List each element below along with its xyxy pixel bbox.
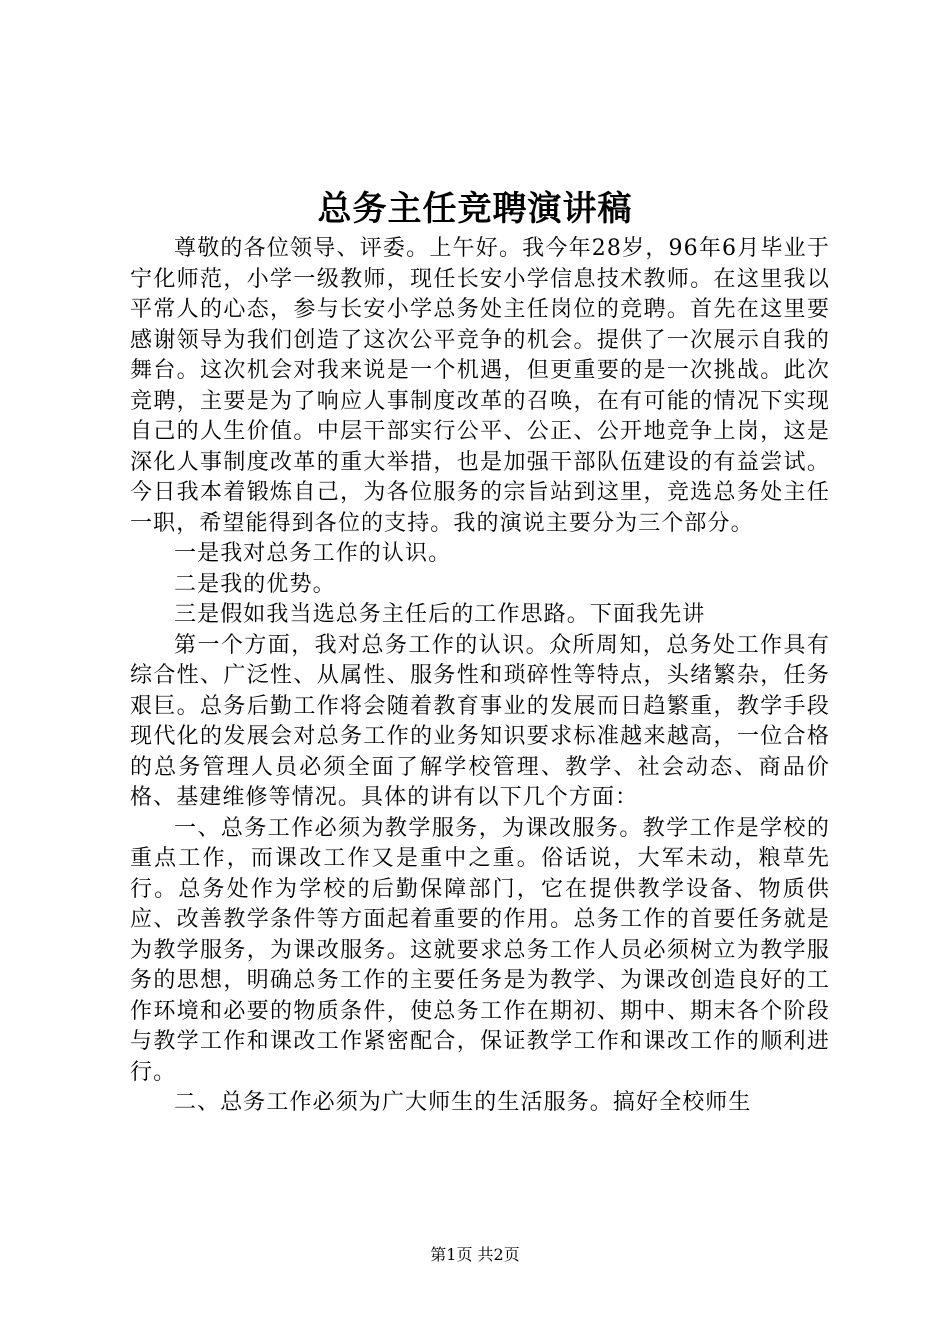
paragraph-point-three: 三是假如我当选总务主任后的工作思路。下面我先讲 xyxy=(174,602,706,627)
paragraph-point-one: 一是我对总务工作的认识。 xyxy=(174,541,452,566)
paragraph-point-two: 二是我的优势。 xyxy=(174,571,336,597)
document-body xyxy=(130,234,830,1119)
paragraph-intro: 尊敬的各位领导、评委。上午好。我今年28岁，96年6月毕业于宁化师范，小学一级教师，现任长安小学信息技术教师。在这里我以平常人的心态，参与长安小学总务处主任岗位的竞聘。首先在这里要感谢领导为我们创造了这次公平竞争的机会。提供了一次展示自我的舞台。这次机会对我来说是一个机遇，但更重要的是一次挑战。此次竞聘，主要是为了响应人事制度改革的召唤，在有可能的情况下实现自己的人生价值。中层干部实行公平、公正、公开地竞争上岗，这是深化人事制度改革的重大举措，也是加强干部队伍建设的有益尝试。今日我本着锻炼自己，为各位服务的宗旨站到这里，竞选总务处主任一职，希望能得到各位的支持。我的演说主要分为三个部分。 xyxy=(130,236,830,536)
page-title: 总务主任竞聘演讲稿 xyxy=(317,189,633,229)
paragraph-item-one: 一、总务工作必须为教学服务，为课改服务。教学工作是学校的重点工作，而课改工作又是重中之重。俗话说，大军未动，粮草先行。总务处作为学校的后勤保障部门，它在提供教学设备、物质供应、改善教学条件等方面起着重要的作用。总务工作的首要任务就是为教学服务，为课改服务。这就要求总务工作人员必须树立为教学服务的思想，明确总务工作的主要任务是为教学、为课改创造良好的工作环境和必要的物质条件，使总务工作在期初、期中、期末各个阶段与教学工作和课改工作紧密配合，保证教学工作和课改工作的顺利进行。 xyxy=(130,815,830,1085)
paragraph-item-two: 二、总务工作必须为广大师生的生活服务。搞好全校师生 xyxy=(174,1090,752,1115)
page-footer: 第1页 共2页 xyxy=(430,1245,520,1264)
paragraph-section-one: 第一个方面，我对总务工作的认识。众所周知，总务处工作具有综合性、广泛性、从属性、服务性和琐碎性等特点，头绪繁杂，任务艰巨。总务后勤工作将会随着教育事业的发展而日趋繁重，教学手段现代化的发展会对总务工作的业务知识要求标准越来越高，一位合格的总务管理人员必须全面了解学校管理、教学、社会动态、商品价格、基建维修等情况。具体的讲有以下几个方面： xyxy=(130,632,830,810)
